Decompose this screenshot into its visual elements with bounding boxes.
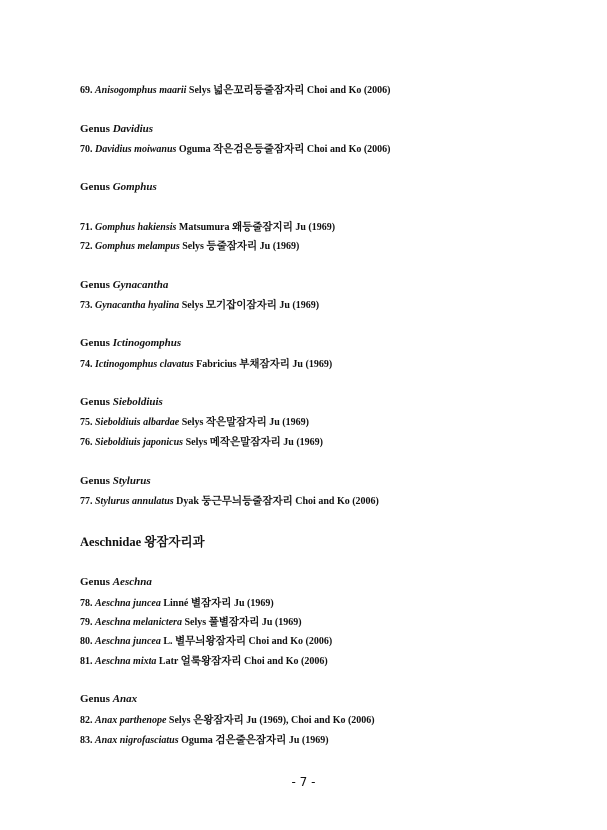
genus-label: Genus [80,279,110,291]
genus-heading-stylurus [80,474,151,488]
reference: Choi and Ko (2006) [295,496,379,507]
reference: Choi and Ko (2006) [248,636,333,647]
author: Selys [182,241,204,252]
genus-heading-aeschna [80,575,152,589]
species-entry-83 [80,734,329,747]
genus-label: Genus [80,693,110,705]
species-name: Anax nigrofasciatus [95,735,179,746]
genus-label: Genus [80,576,110,588]
entry-number: 82. [80,715,93,726]
korean-name: 은왕잠자리 [193,714,244,726]
species-entry-81 [80,655,328,668]
reference: Ju (1969) [259,241,300,252]
species-name: Gomphus hakiensis [95,222,177,233]
genus-heading-gomphus [80,180,157,194]
korean-name: 검은줄은잠자리 [215,734,287,746]
species-entry-75 [80,416,309,429]
genus-label: Genus [80,181,110,193]
species-name: Gomphus melampus [95,241,180,252]
reference: Ju (1969) [295,222,336,233]
species-name: Aeschna mixta [95,656,157,667]
genus-label: Genus [80,123,110,135]
species-entry-71 [80,221,335,234]
korean-name: 둥근무늬등줄잠자리 [201,495,293,507]
species-name: Stylurus annulatus [95,496,174,507]
author: Selys [168,715,191,726]
species-name: Anisogomphus maarii [95,85,187,96]
family-korean-name: 왕잠자리과 [144,534,205,549]
entry-number: 75. [80,417,93,428]
korean-name: 작은말잠자리 [205,416,267,428]
entry-number: 74. [80,359,93,370]
reference: Ju (1969), Choi and Ko (2006) [246,715,375,726]
author: Matsumura [178,222,230,233]
genus-label: Genus [80,337,110,349]
genus-heading-ictinogomphus [80,336,181,350]
species-entry-73 [80,299,319,312]
author: Selys [181,300,204,311]
genus-heading-sieboldiuis [80,395,163,409]
genus-name: Aeschna [112,576,152,588]
reference: Ju (1969) [269,417,309,428]
entry-number: 73. [80,300,93,311]
species-name: Davidius moiwanus [95,144,177,155]
species-entry-78 [80,597,274,610]
reference: Ju (1969) [233,598,274,609]
genus-name: Stylurus [112,475,151,487]
reference: Ju (1969) [283,437,323,448]
korean-name: 별무늬왕잠자리 [175,635,247,647]
korean-name: 얼룩왕잠자리 [180,655,242,667]
author: Selys [188,85,211,96]
reference: Ju (1969) [261,617,302,628]
species-entry-79 [80,616,302,629]
author: Selys [181,417,204,428]
korean-name: 넓은꼬리등줄잠자리 [213,84,305,96]
species-name: Ictinogomphus clavatus [95,359,194,370]
genus-name: Anax [112,693,138,705]
genus-label: Genus [80,396,110,408]
species-name: Anax parthenope [95,715,167,726]
genus-label: Genus [80,475,110,487]
reference: Choi and Ko (2006) [306,85,391,96]
author: Fabricius [196,359,237,370]
species-entry-70 [80,143,391,156]
korean-name: 풀별잠자리 [208,616,260,628]
species-entry-77 [80,495,379,508]
genus-heading-anax [80,692,137,706]
entry-number: 76. [80,437,93,448]
entry-number: 80. [80,636,93,647]
entry-number: 72. [80,241,93,252]
entry-number: 79. [80,617,93,628]
species-entry-74 [80,358,332,371]
entry-number: 78. [80,598,93,609]
genus-heading-gynacantha [80,278,168,292]
species-entry-82 [80,714,375,727]
korean-name: 모기잡이잠자리 [205,299,277,311]
reference: Ju (1969) [292,359,333,370]
species-entry-80 [80,635,332,648]
page-number: - 7 - [291,775,316,789]
species-name: Sieboldiuis japonicus [95,437,184,448]
entry-number: 69. [80,85,93,96]
species-entry-69 [80,84,391,97]
family-heading [80,534,205,550]
genus-name: Ictinogomphus [112,337,182,349]
species-entry-76 [80,436,323,449]
genus-heading-davidius [80,122,153,136]
korean-name: 부채잠자리 [239,358,290,370]
korean-name: 메작은말잠자리 [209,436,281,448]
genus-name: Davidius [112,123,154,135]
family-name: Aeschnidae [80,535,142,549]
author: Latr [158,656,179,667]
korean-name: 작은검은등줄잠자리 [213,143,305,155]
author: Selys [185,437,208,448]
author: Oguma [181,735,213,746]
genus-name: Gomphus [112,181,157,193]
korean-name: 별잠자리 [190,597,232,609]
genus-name: Gynacantha [112,279,169,291]
entry-number: 81. [80,656,93,667]
author: Dyak [176,496,199,507]
entry-number: 77. [80,496,93,507]
species-name: Aeschna melanictera [95,617,182,628]
author: Linné [163,598,189,609]
species-name: Aeschna juncea [95,598,161,609]
species-name: Gynacantha hyalina [95,300,180,311]
author: L. [163,636,173,647]
reference: Choi and Ko (2006) [244,656,328,667]
entry-number: 83. [80,735,93,746]
reference: Choi and Ko (2006) [306,144,391,155]
species-name: Sieboldiuis albardae [95,417,180,428]
species-name: Aeschna juncea [95,636,161,647]
korean-name: 왜등줄잠지리 [231,221,293,233]
author: Selys [184,617,207,628]
genus-name: Sieboldiuis [112,396,163,408]
author: Oguma [178,144,211,155]
reference: Ju (1969) [279,300,320,311]
species-entry-72 [80,240,299,253]
reference: Ju (1969) [288,735,329,746]
entry-number: 70. [80,144,93,155]
entry-number: 71. [80,222,93,233]
korean-name: 등줄잠자리 [206,240,258,252]
